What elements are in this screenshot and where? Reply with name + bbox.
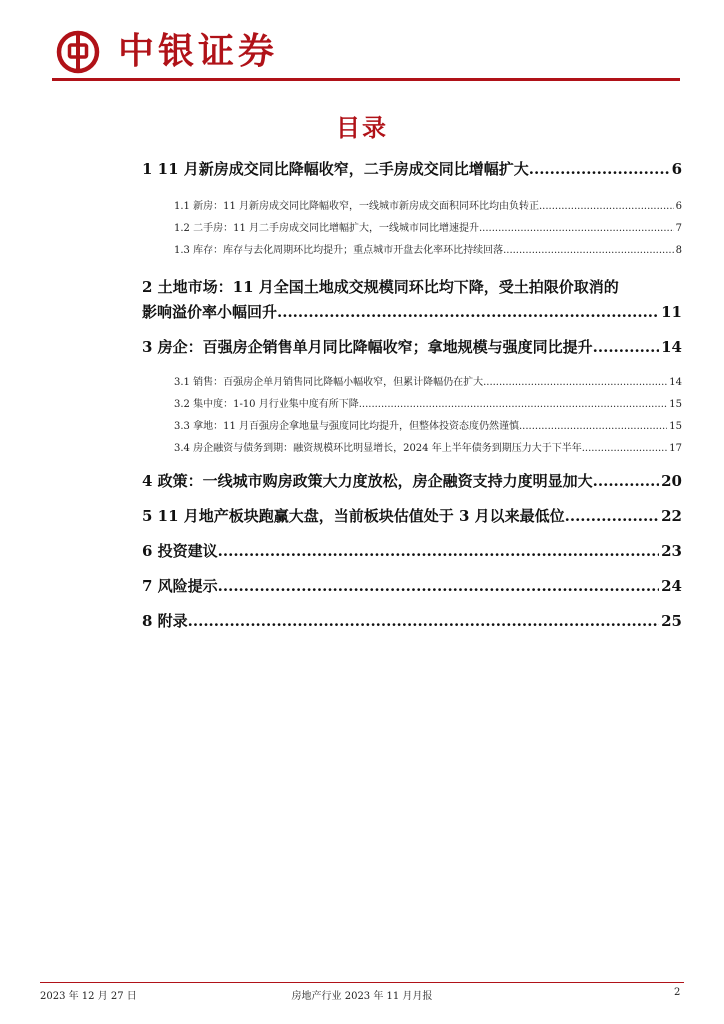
toc-page-number: 15 — [669, 421, 682, 432]
toc-page-number: 11 — [661, 303, 682, 321]
toc-title: 目录 — [336, 114, 388, 142]
toc-page-number: 14 — [661, 338, 682, 356]
table-of-contents — [142, 158, 682, 631]
brand-name: 中银证券 — [118, 31, 279, 72]
toc-entry[interactable]: 5 11 月地产板块跑赢大盘，当前板块估值处于 3 月以来最低位 ..... 22 — [142, 505, 682, 526]
toc-entry[interactable]: 2 土地市场：11 月全国土地成交规模同环比均下降，受土拍限价取消的 影响溢价率小幅回升 ..... 11 — [142, 276, 682, 322]
header-divider — [52, 78, 680, 81]
toc-page-number: 24 — [661, 577, 682, 595]
toc-entry[interactable]: 8 附录 ..... 25 — [142, 610, 682, 631]
page-header — [52, 28, 680, 80]
toc-entry[interactable]: 4 政策：一线城市购房政策大力度放松，房企融资支持力度明显加大 ..... 20 — [142, 470, 682, 491]
toc-page-number: 20 — [661, 472, 682, 490]
toc-page-number: 7 — [675, 223, 682, 234]
footer-report-title: 房地产行业 2023 年 11 月月报 — [291, 991, 433, 1002]
toc-entry[interactable]: 7 风险提示 ..... 24 — [142, 575, 682, 596]
bank-of-china-logo-icon — [56, 30, 100, 74]
toc-page-number: 25 — [661, 612, 682, 630]
footer-divider — [40, 982, 684, 983]
toc-entry[interactable]: 1 11 月新房成交同比降幅收窄，二手房成交同比增幅扩大 ..... 6 — [142, 158, 682, 179]
footer-page-number: 2 — [674, 987, 681, 998]
toc-page-number: 22 — [661, 507, 682, 525]
toc-subentry[interactable]: 3.4 房企融资与债务到期：融资规模环比明显增长，2024 年上半年债务到期压力大于下半年 ..... 17 — [142, 439, 682, 454]
toc-page-number: 8 — [675, 245, 682, 256]
toc-entry[interactable]: 6 投资建议 ..... 23 — [142, 540, 682, 561]
toc-page-number: 6 — [671, 160, 682, 178]
footer-date: 2023 年 12 月 27 日 — [40, 991, 137, 1002]
toc-subentry[interactable]: 1.2 二手房：11 月二手房成交同比增幅扩大，一线城市同比增速提升 ..... 7 — [142, 219, 682, 234]
toc-page-number: 15 — [669, 399, 682, 410]
toc-subentry[interactable]: 3.2 集中度：1-10 月行业集中度有所下降 ..... 15 — [142, 395, 682, 410]
toc-subentry[interactable]: 3.3 拿地：11 月百强房企拿地量与强度同比均提升，但整体投资态度仍然谨慎 ..... 15 — [142, 417, 682, 432]
toc-subentry[interactable]: 1.3 库存：库存与去化周期环比均提升；重点城市开盘去化率环比持续回落 ..... 8 — [142, 241, 682, 256]
toc-page-number: 14 — [669, 377, 682, 388]
toc-entry[interactable]: 3 房企：百强房企销售单月同比降幅收窄；拿地规模与强度同比提升 ..... 14 — [142, 336, 682, 357]
toc-page-number: 23 — [661, 542, 682, 560]
toc-subentry[interactable]: 1.1 新房：11 月新房成交同比降幅收窄，一线城市新房成交面积同环比均由负转正 ..... 6 — [142, 197, 682, 212]
toc-page-number: 6 — [675, 201, 682, 212]
toc-subentry[interactable]: 3.1 销售：百强房企单月销售同比降幅小幅收窄，但累计降幅仍在扩大 ..... 14 — [142, 373, 682, 388]
toc-page-number: 17 — [669, 443, 682, 454]
